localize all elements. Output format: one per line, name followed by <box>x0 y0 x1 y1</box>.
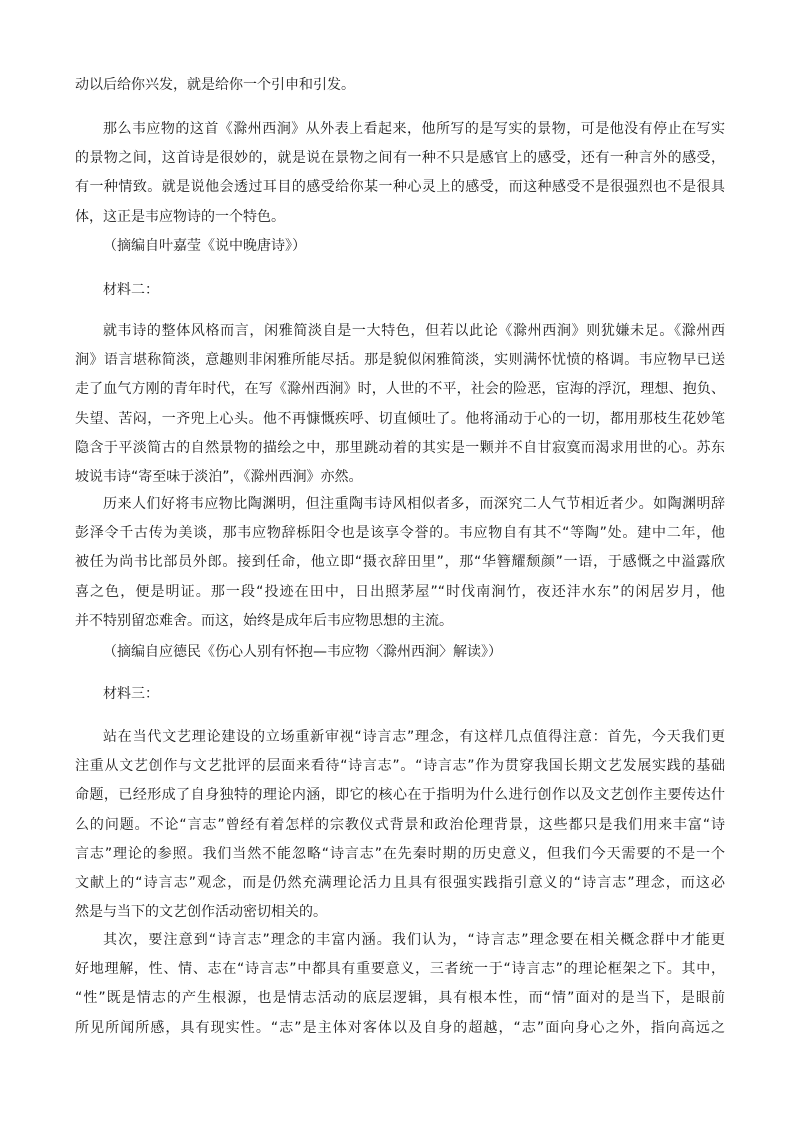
material-2-heading <box>75 276 725 305</box>
text-line: 坡说韦诗“寄至味于淡泊”，《滁州西涧》亦然。 <box>75 469 363 486</box>
text-line: 站在当代文艺理论建设的立场重新审视“诗言志”理念，有这样几点值得注意：首先，今天我们更 <box>103 729 725 745</box>
text-line: 失望、苦闷，一齐兜上心头。他不再慷慨疾呼、切直倾吐了。他将涌动于心的一切，都用那枝生花妙笔 <box>75 410 725 427</box>
text-line: “性”既是情志的产生根源，也是情志活动的底层逻辑，具有根本性，而“情”面对的是当下，是眼前 <box>75 990 725 1007</box>
paragraph-material1-end <box>75 115 725 232</box>
text-line: 文献上的“诗言志”观念，而是仍然充满理论活力且具有很强实践指引意义的“诗言志”理念，而这必 <box>75 875 725 892</box>
text-line: 的景物之间，这首诗是很妙的，就是说在景物之间有一种不只是感官上的感受，还有一种言外的感受， <box>75 150 725 167</box>
text-line: 好地理解，性、情、志在“诗言志”中都具有重要意义，三者统一于“诗言志”的理论框架之下。其中， <box>75 961 725 978</box>
text-line: 历来人们好将韦应物比陶渊明，但注重陶韦诗风相似者多，而深究二人气节相近者少。如陶渊明辞 <box>103 496 725 512</box>
text-line: 喜之色，便是明证。那一段“投迹在田中，日出照茅屋”“时伐南涧竹，夜还沣水东”的闲居岁月，他 <box>75 583 725 600</box>
text-line: 彭泽令千古传为美谈，那韦应物辞栎阳令也是该享令誉的。韦应物自有其不“等陶”处。建中二年，他 <box>75 525 725 542</box>
text-line: 那么韦应物的这首《滁州西涧》从外表上看起来，他所写的是写实的景物，可是他没有停止在写实 <box>103 121 725 137</box>
text-line: 其次，要注意到“诗言志”理念的丰富内涵。我们认为，“诗言志”理念要在相关概念群中才能更 <box>103 932 725 948</box>
paragraph-material2-b <box>75 490 725 636</box>
text-line: 就韦诗的整体风格而言，闲雅简淡自是一大特色，但若以此论《滁州西涧》则犹嫌未足。《滁州西 <box>103 323 725 339</box>
text-line: 涧》语言堪称简淡，意趣则非闲雅所能尽括。那是貌似闲雅简淡，实则满怀忧愤的格调。韦应物早已送 <box>75 352 725 369</box>
text-line: 言志”理论的参照。我们当然不能忽略“诗言志”在先秦时期的历史意义，但我们今天需要的不是一个 <box>75 845 725 862</box>
text-line: 隐含于平淡简古的自然景物的描绘之中，那里跳动着的其实是一颗并不自甘寂寞而渴求用世的心。苏东 <box>75 439 725 456</box>
text-line: 然是与当下的文艺创作活动密切相关的。 <box>75 904 327 921</box>
source-citation: （摘编自叶嘉莹《说中晚唐诗》） <box>103 238 306 254</box>
text-line: 注重从文艺创作与文艺批评的层面来看待“诗言志”。“诗言志”作为贯穿我国长期文艺发展实践的基础 <box>75 758 725 775</box>
text-line: 命题，已经形成了自身独特的理论内涵，即它的核心在于指明为什么进行创作以及文艺创作主要传达什 <box>75 787 725 804</box>
paragraph-material2-a <box>75 317 725 492</box>
section-title: 材料二： <box>103 282 159 298</box>
text-line: 走了血气方刚的青年时代，在写《滁州西涧》时，人世的不平，社会的险恶，宦海的浮沉，理想、抱负、 <box>75 381 725 398</box>
paragraph-continuation <box>75 71 725 100</box>
paragraph-material3-b <box>75 926 725 1043</box>
section-title: 材料三： <box>103 686 159 702</box>
text-line: 动以后给你兴发，就是给你一个引申和引发。 <box>75 77 355 93</box>
text-line: 么的问题。不论“言志”曾经有着怎样的宗教仪式背景和政治伦理背景，这些都只是我们用来丰富“诗 <box>75 816 725 833</box>
source-note-2 <box>75 638 725 667</box>
paragraph-material3-a <box>75 723 725 927</box>
source-citation: （摘编自应德民《伤心人别有怀抱—韦应物〈滁州西涧〉解读》） <box>103 644 502 660</box>
text-line: 有一种情致。就是说他会透过耳目的感受给你某一种心灵上的感受，而这种感受不是很强烈也不是很具 <box>75 179 725 196</box>
text-line: 并不特别留恋难舍。而这，始终是成年后韦应物思想的主流。 <box>75 612 453 629</box>
material-3-heading <box>75 680 725 709</box>
text-line: 体，这正是韦应物诗的一个特色。 <box>75 208 285 225</box>
source-note-1 <box>75 232 725 261</box>
text-line: 被任为尚书比部员外郎。接到任命，他立即“摄衣辞田里”，那“华簪耀颓颜”一语，于感慨之中溢露欣 <box>75 554 725 571</box>
text-line: 所见所闻所感，具有现实性。“志”是主体对客体以及自身的超越，“志”面向身心之外，指向高远之 <box>75 1019 725 1036</box>
